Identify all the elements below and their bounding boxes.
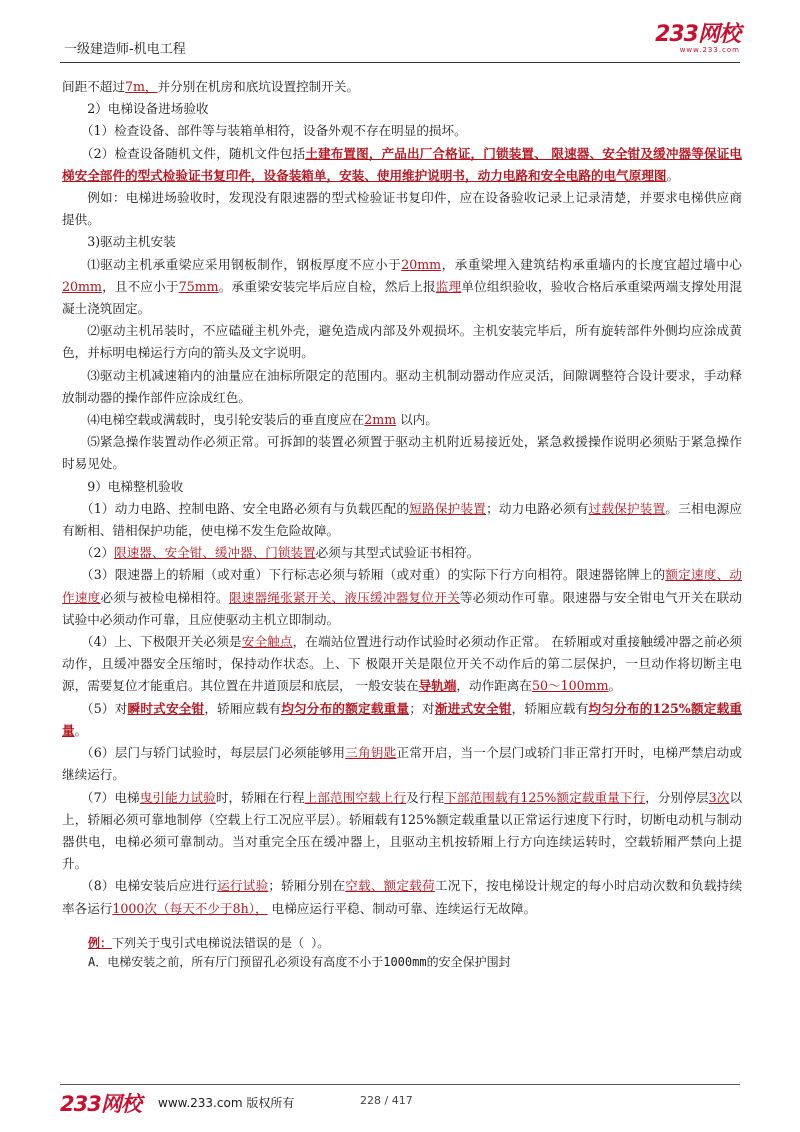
document-body xyxy=(62,76,742,920)
paragraph-2 xyxy=(62,120,742,142)
text-run: ，且不应小于 xyxy=(101,278,179,294)
highlight-term: 渐进式安全钳 xyxy=(434,700,512,716)
highlight-term: 短路保护装置 xyxy=(409,500,487,516)
text-run: 。 xyxy=(608,678,622,694)
text-run: 以上，轿厢必须可靠地制停（空载上行工况应平层）。轿厢载有125%额定载重量以正常运行速度下行时，切断电动机与制动器供电，电梯必须可靠制动。当对重完全压在缓冲器上，且驱动主机按轿厢上行方向连续运转时，空载轿厢严禁向上提升。 xyxy=(62,789,743,872)
paragraph-7 xyxy=(62,320,742,364)
text-run: ，承重梁埋入建筑结构承重墙内的长度宜超过墙中心 xyxy=(441,256,743,272)
highlight-term: 20mm xyxy=(401,256,442,272)
text-run: 时，轿厢在行程 xyxy=(215,789,305,805)
logo-url: www.233.com xyxy=(679,46,740,54)
text-run: ；动力电路必须有 xyxy=(486,500,589,516)
highlight-term: 瞬时式安全钳 xyxy=(127,700,205,716)
text-run: （8）电梯安装后应进行 xyxy=(80,878,218,894)
highlight-term: 导轨端 xyxy=(418,678,457,694)
paragraph-14 xyxy=(62,564,742,631)
text-run: 正常开启，当一个层门或轿门非正常打开时，电梯严禁启动或继续运行。 xyxy=(62,745,743,783)
highlight-term: 3次 xyxy=(708,789,730,805)
paragraph-3 xyxy=(62,143,742,187)
text-run: 9）电梯整机验收 xyxy=(87,478,184,494)
text-run: ⑶驱动主机减速箱内的油量应在油标所限定的范围内。驱动主机制动器动作应灵活，间隙调整符合设计要求，手动释放制动器的操作部件应涂成红色。 xyxy=(62,367,742,405)
text-run: （5）对 xyxy=(80,700,128,716)
highlight-term: 限速器绳张紧开关、液压缓冲器复位开关 xyxy=(228,589,460,605)
text-run: ，轿厢应载有 xyxy=(204,700,282,716)
example-option-a: A．电梯安装之前，所有厅门预留孔必须设有高度不小于1000mm的安全保护围封 xyxy=(88,955,511,969)
text-run: 。三相电源应有断相、错相保护功能，使电梯不发生危险故障。 xyxy=(62,500,743,539)
highlight-term: 运行试验 xyxy=(217,878,269,894)
text-run: 间距不超过 xyxy=(62,79,125,94)
example-note xyxy=(62,187,742,231)
footer-logo[interactable]: 233网校 xyxy=(60,1092,141,1116)
page-header xyxy=(60,22,740,63)
paragraph-0 xyxy=(62,76,742,98)
page-indicator: 228 / 417 xyxy=(360,1094,413,1107)
highlight-term: 曳引能力试验 xyxy=(139,789,216,805)
paragraph-12 xyxy=(62,498,742,542)
highlight-term: 20mm xyxy=(62,278,102,294)
highlight-term: 过载保护装置 xyxy=(588,500,666,516)
paragraph-9 xyxy=(62,409,742,431)
text-run: 2）电梯设备进场验收 xyxy=(87,101,209,117)
example-question-text: 下列关于曳引式电梯说法错误的是（ ）。 xyxy=(112,936,330,950)
highlight-term: 限速器、安全钳、缓冲器、门锁装置 xyxy=(114,545,316,561)
text-run: 必须与其型式试验证书相符。 xyxy=(315,545,480,561)
text-run: ⑸紧急操作装置动作必须正常。可拆卸的装置必须置于驱动主机附近易接近处，紧急救援操作说明必须贴于紧急操作时易见处。 xyxy=(62,434,742,472)
highlight-term: 1000次（每天不少于8h）， xyxy=(112,900,268,916)
text-run: （3）限速器上的轿厢（或对重）下行标志必须与轿厢（或对重）的实际下行方向相符。限速器铭牌上的 xyxy=(80,567,666,583)
section-heading-equipment-acceptance xyxy=(62,98,742,120)
header-title: 一级建造师-机电工程 xyxy=(64,42,186,57)
text-run: 例如：电梯进场验收时，发现没有限速器的型式检验证书复印件，应在设备验收记录上记录清楚，并要求电梯供应商提供。 xyxy=(62,190,742,228)
paragraph-10 xyxy=(62,431,742,475)
text-run: ⑷电梯空载或满载时，曳引轮安装后的垂直度应在 xyxy=(87,412,365,428)
text-run: （6）层门与轿门试验时，每层层门必须能够用 xyxy=(80,745,346,761)
footer-copyright: www.233.com 版权所有 xyxy=(158,1096,295,1110)
text-run: 以内。 xyxy=(396,412,438,428)
text-run: （7）电梯 xyxy=(80,789,140,805)
paragraph-8 xyxy=(62,365,742,409)
paragraph-18 xyxy=(62,787,742,876)
logo-text: 233网校 xyxy=(655,22,740,47)
text-run: ，轿厢应载有 xyxy=(511,700,589,716)
highlight-term: 上部范围空载上行 xyxy=(304,789,407,805)
text-run: 单位组织验收，验收合格后承重梁两端支撑处用混凝土浇筑固定。 xyxy=(62,278,742,317)
text-run: （2）检查设备随机文件，随机文件包括 xyxy=(80,145,306,161)
text-run: ，动作距离在 xyxy=(456,678,532,694)
text-run: 及行程 xyxy=(406,789,445,805)
example-stem xyxy=(88,934,748,953)
text-run: 工况下，按电梯设计规定的每小时启动次数和负载持续率各运行 xyxy=(62,878,743,916)
text-run: ；轿厢分别在 xyxy=(268,878,346,894)
highlight-term: 2mm xyxy=(364,412,397,428)
paragraph-17 xyxy=(62,742,742,786)
text-run: 并分别在机房和底坑设置控制开关。 xyxy=(157,79,360,94)
example-question xyxy=(88,934,748,972)
highlight-term: 均匀分布的125%额定载重量 xyxy=(62,700,742,738)
highlight-term: 50～100mm xyxy=(531,678,609,694)
paragraph-16 xyxy=(62,698,742,742)
page-footer xyxy=(60,1084,740,1116)
highlight-term: 安全触点 xyxy=(241,634,293,650)
highlight-term: 7m， xyxy=(124,79,158,94)
section-heading-acceptance xyxy=(62,476,742,498)
text-run: ；对 xyxy=(409,700,435,716)
text-run: 必须与被检电梯相符。 xyxy=(100,589,229,605)
text-run: （4）上、下极限开关必须是 xyxy=(80,634,242,650)
highlight-term: 额定速度、动作速度 xyxy=(62,567,742,605)
text-run: 。 xyxy=(666,167,680,183)
paragraph-19 xyxy=(62,875,742,919)
highlight-term: 土建布置图，产品出厂合格证，门锁装置、 限速器、安全钳及缓冲器等保证电梯安全部件的型式检验证书复印件，设备装箱单，安装、使用维护说明书，动力电路和安全电路的电气原理图 xyxy=(62,145,743,183)
text-run: （1）动力电路、控制电路、安全电路必须有与负载匹配的 xyxy=(80,500,410,516)
paragraph-13 xyxy=(62,542,742,564)
text-run: ，在端站位置进行动作试验时必须动作正常。 在轿厢或对重接触缓冲器之前必须动作，且缓冲器安全压缩时，保持动作状态。上、下 极限开关是限位开关不动作后的第二层保护，一旦动作将切断主电源，需要复位才能重启。其位置在井道顶层和底层， 一般安装在 xyxy=(62,634,742,694)
text-run: 电梯应运行平稳、制动可靠、连续运行无故障。 xyxy=(267,900,537,916)
text-run: （2） xyxy=(80,545,115,561)
text-run: ⑵驱动主机吊装时，不应磕碰主机外壳，避免造成内部及外观损坏。主机安装完毕后，所有旋转部件外侧均应涂成黄色，并标明电梯运行方向的箭头及文字说明。 xyxy=(62,323,742,361)
paragraph-15 xyxy=(62,631,742,698)
highlight-term: 三角钥匙 xyxy=(345,745,397,761)
paragraph-6 xyxy=(62,254,742,321)
highlight-term: 监理 xyxy=(435,278,462,294)
highlight-term: 均匀分布的额定载重量 xyxy=(281,700,410,716)
section-heading-drive-host xyxy=(62,231,742,253)
text-run: ，分别停层 xyxy=(645,789,709,805)
example-label: 例： xyxy=(88,936,113,950)
brand-logo[interactable] xyxy=(655,24,740,54)
highlight-term: 空载、额定载荷 xyxy=(345,878,435,894)
highlight-term: 75mm xyxy=(178,278,219,294)
text-run: 等必须动作可靠。限速器与安全钳电气开关在联动试验中必须动作可靠，且应使驱动主机立即制动。 xyxy=(62,589,743,627)
text-run: （1）检查设备、部件等与装箱单相符，设备外观不存在明显的损坏。 xyxy=(80,123,467,139)
text-run: 。承重梁安装完毕后应自检，然后上报 xyxy=(218,278,436,294)
highlight-term: 下部范围载有125%额定载重量下行 xyxy=(444,789,646,805)
text-run: ⑴驱动主机承重梁应采用钢板制作，钢板厚度不应小于 xyxy=(87,256,402,272)
text-run: 3)驱动主机安装 xyxy=(87,234,176,250)
text-run: 。 xyxy=(74,722,88,738)
